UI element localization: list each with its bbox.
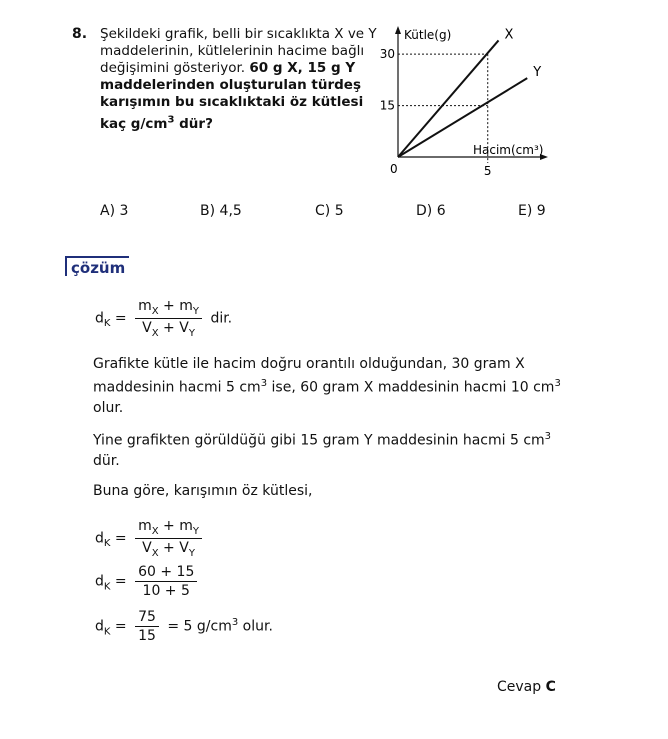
f3-eq: = [114, 573, 127, 590]
p1-sup-1: 3 [260, 378, 268, 389]
question-bold-text: 60 g X, 15 g Y maddelerinden oluşturulan türdeş karışımın bu sıcaklıktaki öz kütlesi kaç g/cm [100, 60, 364, 132]
mass-volume-chart [380, 20, 565, 185]
f2-eq: = [114, 530, 127, 547]
option-b-value: 4,5 [219, 203, 242, 219]
option-d-value: 6 [436, 203, 446, 219]
option-a-value: 3 [119, 203, 129, 219]
f4-lhs-sub: K [103, 626, 111, 638]
density-formula-1 [95, 298, 232, 339]
f2-den-b-sub: Y [188, 547, 195, 559]
series-label-y: Y [533, 65, 542, 81]
f3-numerator: 60 + 15 [135, 564, 197, 582]
f2-num-a: m [138, 518, 152, 534]
f4-fraction [135, 609, 159, 644]
p1-text-a: Grafikte kütle ile hacim doğru orantılı olduğundan, 30 gram X maddesinin hacmi 5 cm [93, 356, 525, 396]
f4-denominator: 15 [138, 628, 156, 644]
option-e[interactable] [518, 203, 546, 219]
option-b[interactable] [200, 203, 242, 219]
f4-result: = 5 g/cm [167, 618, 232, 635]
solution-heading: çözüm [65, 256, 129, 276]
origin-label: 0 [390, 162, 398, 176]
f4-result-sup: 3 [231, 616, 239, 628]
solution-paragraph-3: Buna göre, karışımın öz kütlesi, [93, 483, 313, 499]
f2-den-a: V [142, 539, 152, 556]
solution-paragraph-2 [93, 427, 563, 471]
f2-numerator [135, 518, 202, 539]
f1-suffix: dir. [210, 310, 233, 327]
f1-den-a: V [142, 319, 152, 336]
y-tick-label-30: 30 [380, 47, 395, 62]
option-b-letter: B) [200, 203, 216, 219]
option-c[interactable] [315, 203, 344, 219]
f1-num-b-sub: Y [192, 305, 199, 317]
f2-den-plus: + V [158, 539, 189, 556]
answer-value: C [545, 679, 556, 695]
f1-fraction [135, 298, 202, 339]
f1-num-a-sub: X [151, 305, 159, 317]
f3-denominator: 10 + 5 [142, 583, 190, 599]
question-bold-sup: 3 [167, 114, 175, 125]
f3-lhs: d [95, 573, 104, 590]
f1-num-a: m [138, 298, 152, 314]
density-formula-2 [95, 518, 206, 559]
option-a-letter: A) [100, 203, 116, 219]
y-axis-label: Kütle(g) [404, 28, 452, 42]
option-c-value: 5 [334, 203, 344, 219]
f1-den-b-sub: Y [188, 327, 195, 339]
x-tick-label-5: 5 [483, 164, 492, 178]
f4-lhs: d [95, 618, 104, 635]
p1-text-b: ise, 60 gram X maddesinin hacmi 10 cm [267, 379, 555, 396]
option-e-letter: E) [518, 203, 533, 219]
series-label-x: X [504, 27, 514, 43]
f4-eq: = [114, 618, 127, 635]
question-intro: Şekildeki grafik, belli bir sıcaklıkta X ve Y maddelerinin, kütlelerinin hacime bağlı değişimini gösteriyor. [100, 26, 377, 76]
option-d-letter: D) [416, 203, 433, 219]
f2-num-a-sub: X [151, 525, 159, 537]
f1-den-plus: + V [158, 319, 189, 336]
option-e-value: 9 [536, 203, 546, 219]
density-formula-3 [95, 564, 201, 599]
f1-lhs-sub: K [103, 318, 111, 330]
f1-lhs: d [95, 310, 104, 327]
f2-num-b-sub: Y [192, 525, 199, 537]
f2-num-plus: + m [158, 518, 193, 534]
f2-lhs-sub: K [103, 538, 111, 550]
series-line-x [398, 40, 499, 157]
question-text [100, 26, 385, 133]
f2-denominator [135, 539, 202, 559]
x-axis-label: Hacim(cm³) [473, 143, 544, 157]
f1-eq: = [114, 310, 127, 327]
option-c-letter: C) [315, 203, 331, 219]
y-tick-label-15: 15 [380, 98, 395, 113]
f2-fraction [135, 518, 202, 559]
question-number: 8. [72, 26, 88, 42]
option-d[interactable] [416, 203, 446, 219]
f1-num-plus: + m [158, 298, 193, 314]
p1-text-c: olur. [93, 399, 124, 416]
y-axis-arrow [395, 26, 401, 34]
answer-label: Cevap [497, 679, 542, 695]
question-bold-end: dür? [179, 115, 213, 132]
solution-paragraph-1 [93, 354, 563, 418]
f2-den-a-sub: X [151, 547, 159, 559]
f1-den-a-sub: X [151, 327, 159, 339]
density-formula-4 [95, 609, 273, 644]
f1-denominator [135, 319, 202, 339]
f4-suffix: olur. [238, 618, 273, 635]
p2-sup: 3 [544, 431, 552, 442]
f4-numerator: 75 [135, 609, 159, 627]
p2-text-a: Yine grafikten görüldüğü gibi 15 gram Y maddesinin hacmi 5 cm [93, 432, 545, 449]
f2-lhs: d [95, 530, 104, 547]
p2-text-b: dür. [93, 452, 120, 469]
answer [497, 679, 556, 695]
f3-fraction [135, 564, 197, 599]
f3-lhs-sub: K [103, 581, 111, 593]
p1-sup-2: 3 [554, 378, 561, 389]
option-a[interactable] [100, 203, 128, 219]
f1-numerator [135, 298, 202, 319]
